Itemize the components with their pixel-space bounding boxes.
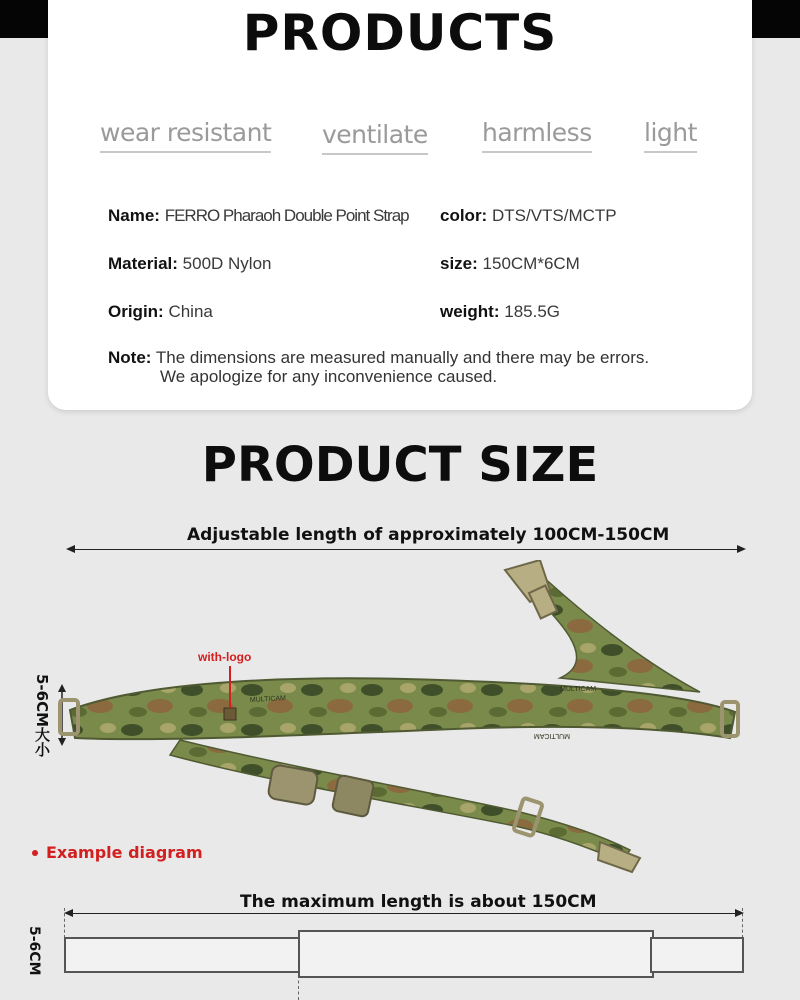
dashed-guide-mid: [298, 975, 299, 1000]
feature-wear-resistant: wear resistant: [100, 118, 271, 153]
note-line-2: We apologize for any inconvenience caused.: [160, 367, 498, 386]
spec-name-value: FERRO Pharaoh Double Point Strap: [164, 206, 409, 225]
spec-material-label: Material:: [108, 254, 178, 273]
products-title: PRODUCTS: [242, 4, 558, 62]
strap-print-2: MULTICAM: [560, 686, 597, 693]
feature-light: light: [644, 118, 697, 153]
max-length-label: The maximum length is about 150CM: [240, 892, 597, 912]
note-label: Note:: [108, 348, 152, 367]
diagram-strap-right: [650, 937, 744, 973]
feature-harmless: harmless: [482, 118, 592, 153]
width-label: 5-6CM大小: [33, 674, 51, 758]
top-hook: [505, 560, 557, 618]
diagram-strap-pad: [298, 930, 654, 978]
example-diagram-text: Example diagram: [46, 843, 203, 862]
spec-size: [440, 254, 580, 274]
spec-origin-value: China: [168, 302, 213, 321]
dashed-guide-right: [742, 908, 743, 938]
spec-color-value: DTS/VTS/MCTP: [491, 206, 617, 225]
with-logo-pointer: [229, 666, 231, 708]
diagram-width-label: 5-6CM: [26, 926, 42, 976]
adjustable-length-label: Adjustable length of approximately 100CM-150CM: [187, 525, 670, 545]
example-diagram-label: [34, 843, 203, 862]
note-line-1: The dimensions are measured manually and there may be errors.: [155, 348, 650, 367]
max-length-arrow: [66, 913, 742, 914]
spec-origin: [108, 302, 213, 322]
spec-material-value: 500D Nylon: [182, 254, 272, 273]
strap-pad: [70, 678, 735, 739]
spec-name-label: Name:: [108, 206, 160, 225]
spec-origin-label: Origin:: [108, 302, 164, 321]
spec-weight: [440, 302, 560, 322]
spec-color-label: color:: [440, 206, 488, 225]
adjustable-length-arrow: [68, 549, 744, 550]
spec-weight-label: weight:: [440, 302, 500, 321]
feature-ventilate: ventilate: [322, 120, 428, 155]
strap-illustration: [0, 560, 800, 880]
strap-lower: [170, 740, 630, 862]
strap-print-3: MULTICAM: [533, 732, 570, 739]
spec-weight-value: 185.5G: [504, 302, 560, 321]
spec-name: [108, 206, 409, 226]
strap-print-1: MULTICAM: [249, 695, 287, 704]
note: [108, 348, 649, 386]
dashed-guide-left: [64, 908, 65, 938]
spec-color: [440, 206, 617, 226]
spec-material: [108, 254, 271, 274]
logo-patch: [224, 708, 236, 720]
spec-size-label: size:: [440, 254, 478, 273]
product-size-title: PRODUCT SIZE: [201, 437, 599, 493]
products-card: [48, 0, 752, 410]
diagram-strap-left: [64, 937, 302, 973]
with-logo-label: with-logo: [198, 650, 252, 664]
spec-size-value: 150CM*6CM: [482, 254, 580, 273]
